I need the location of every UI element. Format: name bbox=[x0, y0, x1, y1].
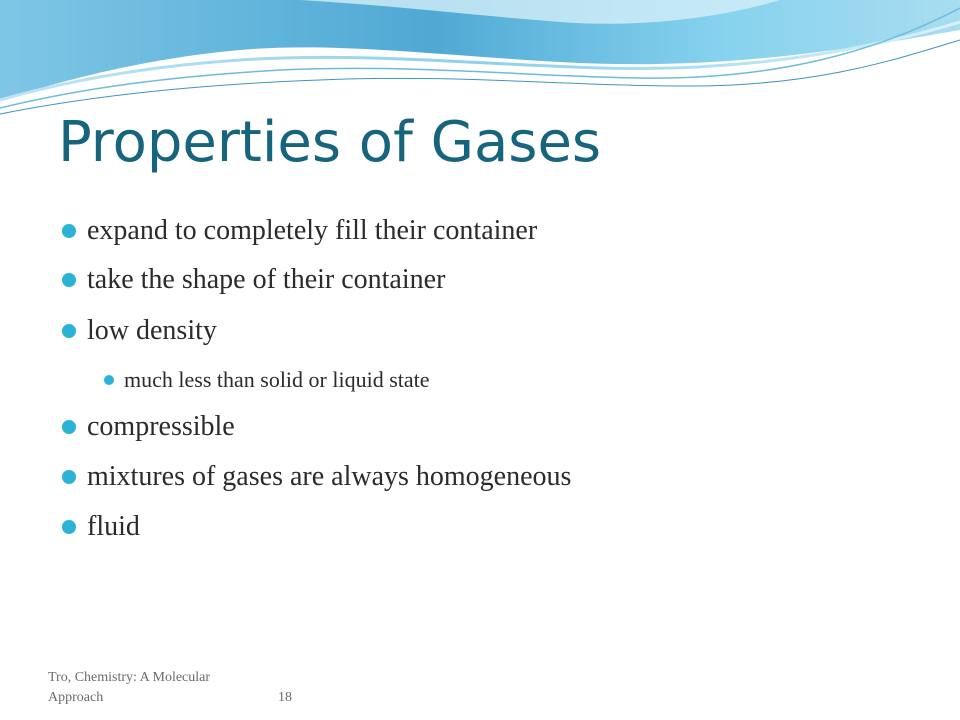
bullet-marker-icon bbox=[62, 420, 76, 434]
bullet-marker-icon bbox=[62, 520, 76, 534]
bullet-marker-icon bbox=[62, 224, 76, 238]
bullet-marker-icon bbox=[62, 273, 76, 287]
bullet-text: mixtures of gases are always homogeneous bbox=[87, 461, 572, 492]
footer-source: Tro, Chemistry: A Molecular Approach bbox=[48, 670, 211, 705]
page-number: 18 bbox=[278, 690, 292, 705]
slide-title: Properties of Gases bbox=[58, 110, 602, 175]
bullet-marker-icon bbox=[62, 470, 76, 484]
bullet-text: low density bbox=[87, 315, 217, 346]
sub-bullet-marker-icon bbox=[104, 375, 114, 385]
bullet-text: compressible bbox=[87, 411, 235, 442]
bullet-text: fluid bbox=[87, 511, 140, 542]
bullet-text: take the shape of their container bbox=[87, 264, 446, 295]
bullet-marker-icon bbox=[62, 324, 76, 338]
sub-bullet-text: much less than solid or liquid state bbox=[124, 367, 430, 392]
bullet-text: expand to completely fill their container bbox=[87, 215, 538, 246]
